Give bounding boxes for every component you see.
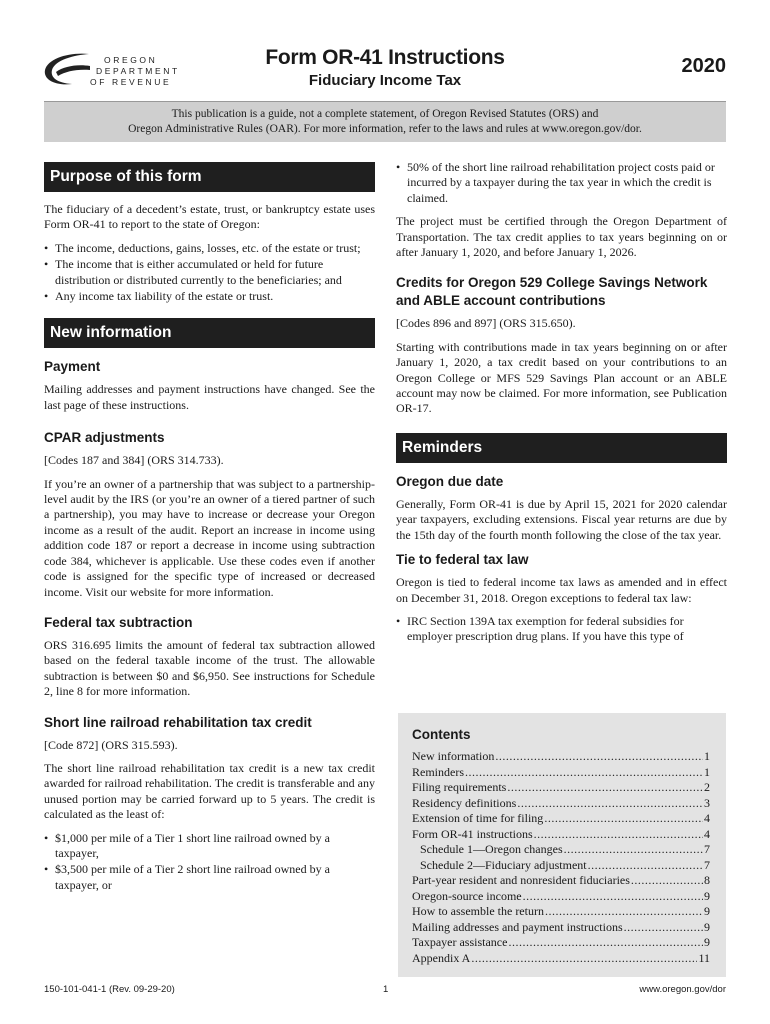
project-text: The project must be certified through the Oregon Department of Transportation. The tax credit applies to tax years beginning on or after January 1, 2020, and before January 1, 2026. xyxy=(396,214,727,260)
toc-item[interactable] xyxy=(412,858,710,874)
toc-item[interactable] xyxy=(412,873,710,889)
reminders-heading: Reminders xyxy=(396,433,727,463)
toc-item[interactable] xyxy=(412,920,710,936)
toc-label: Part-year resident and nonresident fiduciaries xyxy=(412,873,630,887)
toc-page: 9 xyxy=(704,935,710,949)
notice-line-1: This publication is a guide, not a complete statement, of Oregon Revised Statutes (ORS) and xyxy=(171,108,599,120)
cpar-codes: [Codes 187 and 384] (ORS 314.733). xyxy=(44,453,224,468)
toc-item[interactable] xyxy=(412,796,710,812)
railroad-text: The short line railroad rehabilitation tax credit is a new tax credit awarded for railroad rehabilitation. The credit is transferable and any unused portion may be carried forward up to 5 years. The credit is calculated as the least of: xyxy=(44,760,375,822)
toc-item[interactable] xyxy=(412,951,710,967)
purpose-heading: Purpose of this form xyxy=(44,162,375,192)
railroad-heading: Short line railroad rehabilitation tax credit xyxy=(44,714,312,730)
credits-heading: Credits for Oregon 529 College Savings Network and ABLE account contributions xyxy=(396,275,708,309)
toc-item[interactable] xyxy=(412,935,710,951)
toc-item[interactable] xyxy=(412,842,710,858)
toc-page: 7 xyxy=(704,842,710,856)
toc-label: Appendix A xyxy=(412,950,471,965)
cpar-text: If you’re an owner of a partnership that was subject to a partnership-level audit by the IRS (or you’re an owner of a tiered partner of such a partnership), you may have to increase or decrease your Oregon income as a result of the audit. Report an increase in income using addition code 187 or report a decrease in income using subtraction code 384, whichever is applicable. Use these codes even if another code is assigned for the specific type of increased or decreased income. Visit our website for more information. xyxy=(44,476,375,599)
notice-line-2: Oregon Administrative Rules (OAR). For more information, refer to the laws and rules at www.oregon.gov/dor. xyxy=(128,123,642,135)
toc-label: Taxpayer assistance xyxy=(412,935,508,949)
list-item: • The income, deductions, gains, losses, etc. of the estate or trust; xyxy=(44,241,375,256)
toc-page: 9 xyxy=(704,888,710,903)
list-item: • The income that is either accumulated or held for future distribution or distributed currently to the beneficiaries; and xyxy=(44,257,375,288)
credits-codes: [Codes 896 and 897] (ORS 315.650). xyxy=(396,316,576,331)
contents-box xyxy=(398,713,726,977)
toc-page: 11 xyxy=(698,950,710,965)
payment-text: Mailing addresses and payment instructions have changed. See the last page of these instructions. xyxy=(44,382,375,412)
toc-label: Reminders xyxy=(412,764,464,779)
tie-list xyxy=(396,614,727,645)
list-item: • Any income tax liability of the estate or trust. xyxy=(44,289,375,304)
form-id: 150-101-041-1 (Rev. 09-29-20) xyxy=(44,984,175,995)
toc-page: 3 xyxy=(704,795,710,810)
toc-item[interactable] xyxy=(412,904,710,920)
toc-label: Extension of time for filing xyxy=(412,811,544,825)
toc-page: 9 xyxy=(704,904,710,918)
toc-page: 1 xyxy=(704,749,710,763)
toc-label: Form OR-41 instructions xyxy=(412,826,533,841)
logo-line-3: OF REVENUE xyxy=(90,77,172,87)
toc-label: How to assemble the return xyxy=(412,904,544,918)
contents-title: Contents xyxy=(412,727,471,742)
tie-heading: Tie to federal tax law xyxy=(396,552,529,568)
toc-label: Filing requirements xyxy=(412,780,507,794)
tie-text: Oregon is tied to federal income tax laws as amended and in effect on December 31, 2018. Oregon exceptions to federal tax law: xyxy=(396,575,727,605)
toc-label: Residency definitions xyxy=(412,795,517,810)
toc-label: Schedule 2—Fiduciary adjustment xyxy=(420,857,587,872)
railroad-list-continued xyxy=(396,160,727,206)
toc-page: 1 xyxy=(704,764,710,779)
purpose-text: The fiduciary of a decedent’s estate, trust, or bankruptcy estate uses Form OR-41 to report to the state of Oregon: xyxy=(44,202,375,232)
toc-page: 8 xyxy=(704,873,710,887)
logo-line-2: DEPARTMENT xyxy=(96,66,180,76)
new-info-heading: New information xyxy=(44,318,375,348)
list-item: • IRC Section 139A tax exemption for federal subsidies for employer prescription drug plans. If you have this type of xyxy=(396,614,727,645)
list-item: • 50% of the short line railroad rehabilitation project costs paid or incurred by a taxpayer during the tax year in which the credit is claimed. xyxy=(396,160,727,206)
toc-label: Schedule 1—Oregon changes xyxy=(420,842,563,856)
credits-text: Starting with contributions made in tax years beginning on or after January 1, 2020, a tax credit based on your contributions to an Oregon College or MFS 529 Savings Plan account or an ABLE account may now be claimed. For more information, see Publication OR-17. xyxy=(396,339,727,416)
tax-year: 2020 xyxy=(681,55,726,77)
toc-item[interactable] xyxy=(412,889,710,905)
website-link[interactable]: www.oregon.gov/dor xyxy=(639,984,726,995)
toc-item[interactable] xyxy=(412,827,710,843)
contents-list xyxy=(412,749,710,966)
toc-page: 4 xyxy=(704,826,710,841)
railroad-codes: [Code 872] (ORS 315.593). xyxy=(44,737,178,752)
due-date-text: Generally, Form OR-41 is due by April 15, 2021 for 2020 calendar year taxpayers, excluding extensions. Fiscal year returns are due by the 15th day of the fourth month following the close of the tax year. xyxy=(396,496,727,542)
toc-page: 2 xyxy=(704,780,710,794)
due-date-heading: Oregon due date xyxy=(396,473,504,489)
list-item: • $1,000 per mile of a Tier 1 short line railroad owned by a taxpayer, xyxy=(44,831,375,862)
payment-heading: Payment xyxy=(44,359,101,375)
logo-line-1: OREGON xyxy=(104,55,158,65)
toc-item[interactable] xyxy=(412,811,710,827)
left-column xyxy=(44,162,375,901)
railroad-list xyxy=(44,831,375,894)
toc-page: 7 xyxy=(704,857,710,872)
purpose-list xyxy=(44,241,375,305)
toc-item[interactable] xyxy=(412,765,710,781)
toc-page: 4 xyxy=(704,811,710,825)
toc-label: Oregon-source income xyxy=(412,888,522,903)
cpar-heading: CPAR adjustments xyxy=(44,430,165,446)
page-subtitle: Fiduciary Income Tax xyxy=(308,72,462,89)
list-item: • $3,500 per mile of a Tier 2 short line railroad owned by a taxpayer, or xyxy=(44,862,375,893)
publication-notice xyxy=(44,101,726,142)
right-column xyxy=(396,160,727,653)
federal-heading: Federal tax subtraction xyxy=(44,614,193,630)
page-title: Form OR-41 Instructions xyxy=(265,46,505,69)
toc-label: New information xyxy=(412,749,495,763)
toc-page: 9 xyxy=(704,919,710,934)
toc-label: Mailing addresses and payment instructions xyxy=(412,919,623,934)
page-number: 1 xyxy=(383,984,389,995)
toc-item[interactable] xyxy=(412,780,710,796)
federal-text: ORS 316.695 limits the amount of federal tax subtraction allowed based on the federal taxable income of the trust. The allowable subtraction is between $0 and $6,950. See instructions for Schedule 2, line 8 for more information. xyxy=(44,637,375,699)
toc-item[interactable] xyxy=(412,749,710,765)
